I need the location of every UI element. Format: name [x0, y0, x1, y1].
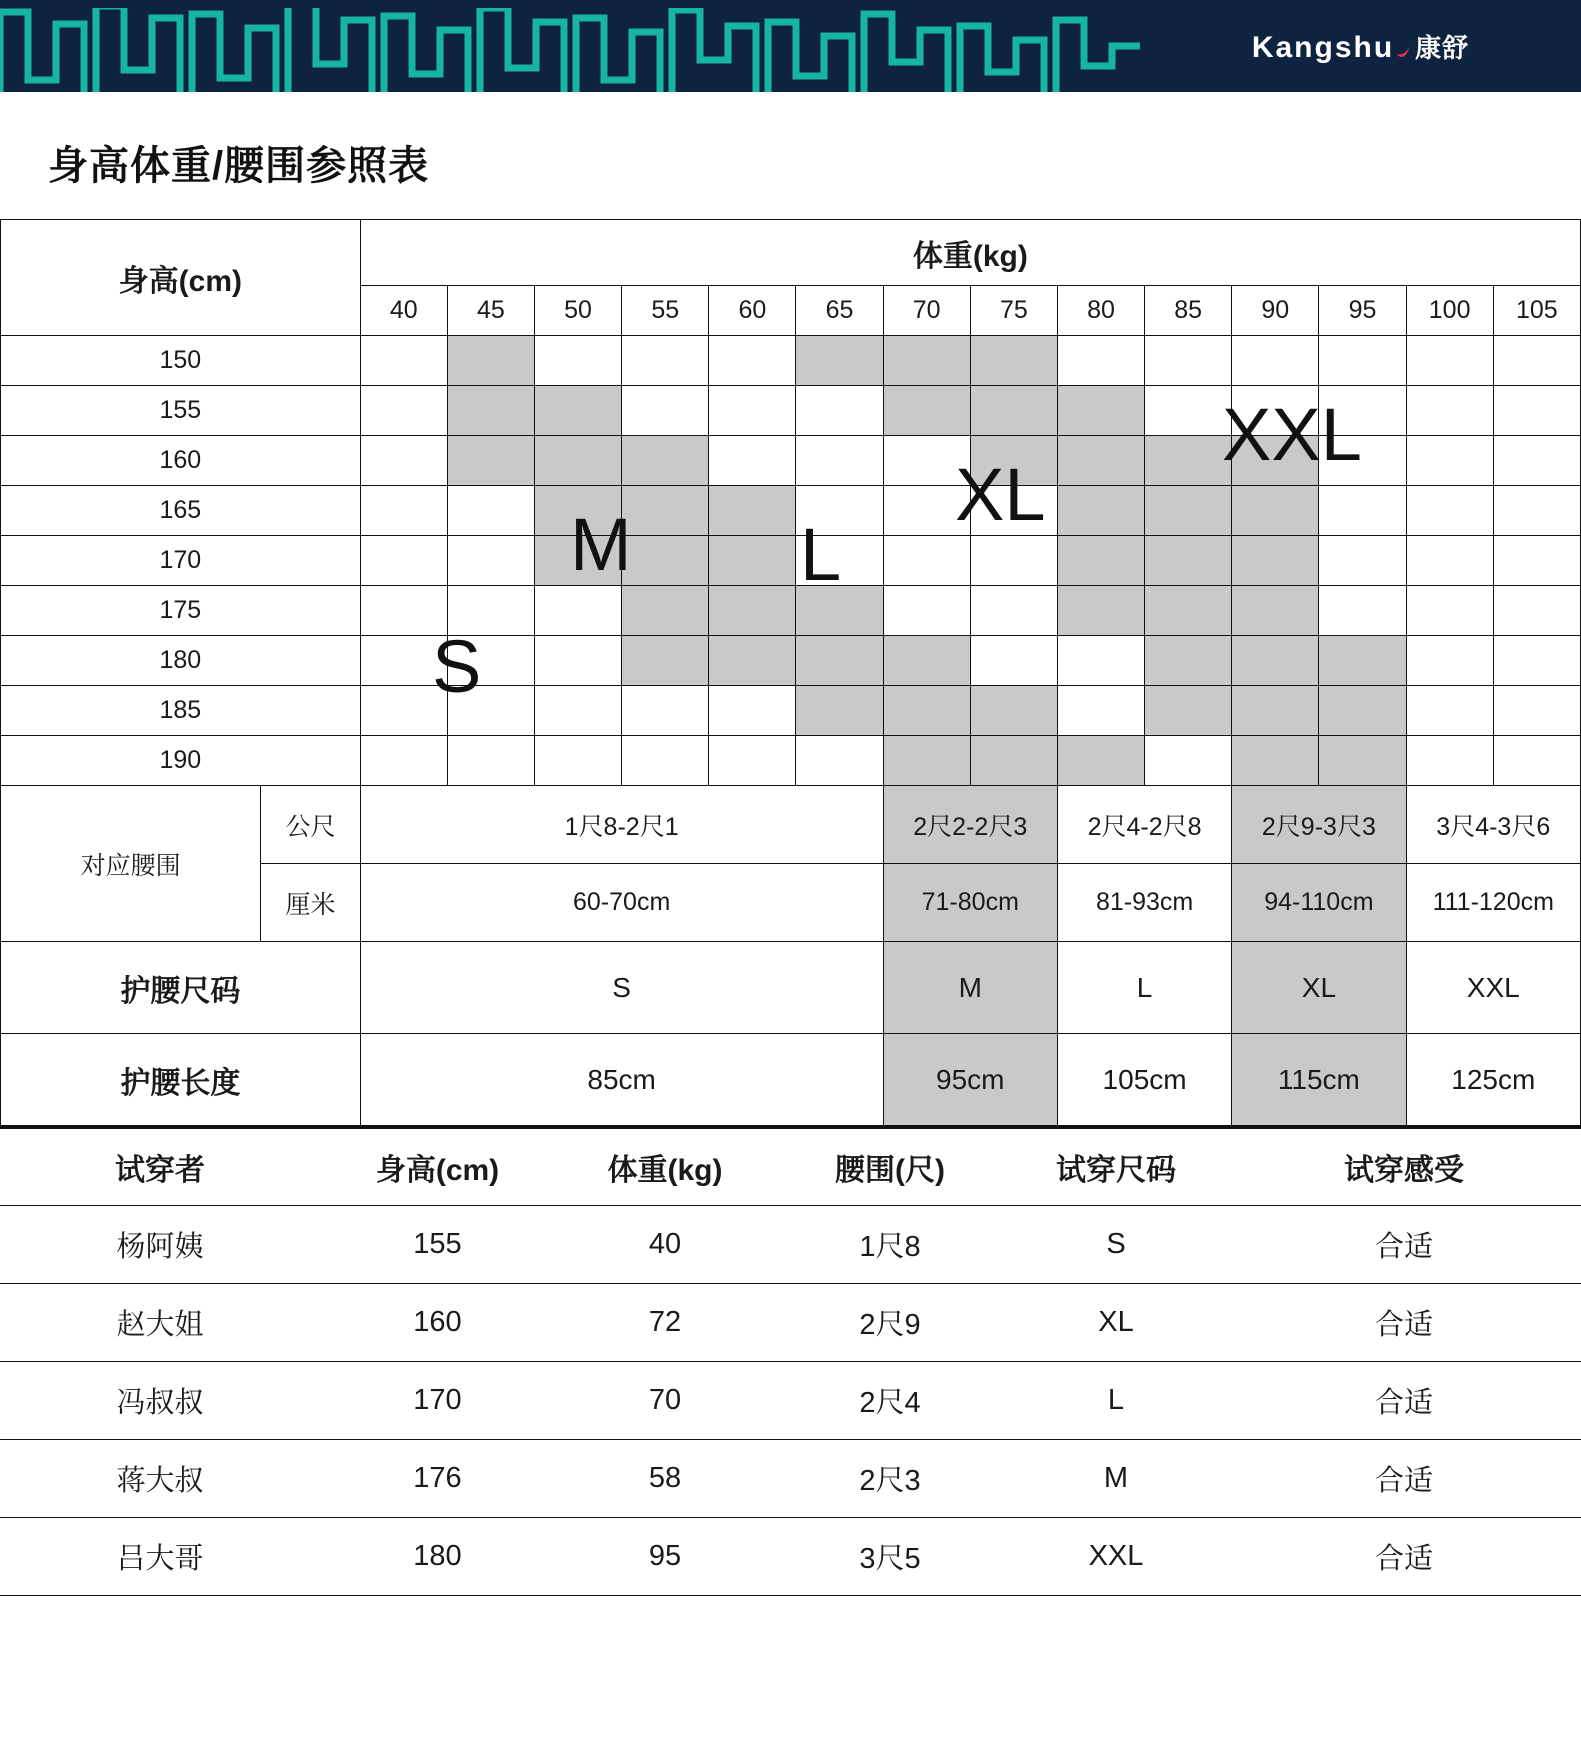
cell-185-105 — [1493, 686, 1580, 736]
cell-190-80 — [1057, 736, 1144, 786]
cell-155-70 — [883, 386, 970, 436]
cell-185-60 — [709, 686, 796, 736]
cell-185-50 — [534, 686, 621, 736]
table-row — [1, 536, 1581, 586]
waist-chi-row — [1, 786, 1581, 864]
tester-size: S — [1005, 1206, 1227, 1284]
cell-150-80 — [1057, 336, 1144, 386]
tester-feel: 合适 — [1227, 1206, 1581, 1284]
cell-185-65 — [796, 686, 883, 736]
cell-155-80 — [1057, 386, 1144, 436]
logo-swoosh-icon — [1396, 33, 1410, 47]
cell-185-75 — [970, 686, 1057, 736]
col-header-feel: 试穿感受 — [1227, 1128, 1581, 1206]
cell-170-100 — [1406, 536, 1493, 586]
cell-185-85 — [1145, 686, 1232, 736]
cell-190-100 — [1406, 736, 1493, 786]
cell-165-50 — [534, 486, 621, 536]
cell-150-40 — [360, 336, 447, 386]
tester-weight: 72 — [555, 1284, 775, 1362]
col-header-size: 试穿尺码 — [1005, 1128, 1227, 1206]
tester-waist: 2尺4 — [775, 1362, 1005, 1440]
tester-size: M — [1005, 1440, 1227, 1518]
cell-155-65 — [796, 386, 883, 436]
cell-160-85 — [1145, 436, 1232, 486]
cell-190-90 — [1232, 736, 1319, 786]
table-row — [1, 586, 1581, 636]
cell-180-105 — [1493, 636, 1580, 686]
cell-160-45 — [447, 436, 534, 486]
waist-cm-l: 81-93cm — [1057, 864, 1231, 942]
cell-160-80 — [1057, 436, 1144, 486]
banner-pattern — [0, 0, 1140, 92]
cell-160-65 — [796, 436, 883, 486]
cell-150-90 — [1232, 336, 1319, 386]
cell-170-40 — [360, 536, 447, 586]
cell-150-65 — [796, 336, 883, 386]
cell-160-70 — [883, 436, 970, 486]
cell-160-90 — [1232, 436, 1319, 486]
cell-165-60 — [709, 486, 796, 536]
cell-190-65 — [796, 736, 883, 786]
weight-col-50: 50 — [534, 286, 621, 336]
cell-150-55 — [622, 336, 709, 386]
cell-150-75 — [970, 336, 1057, 386]
cell-175-90 — [1232, 586, 1319, 636]
cell-180-95 — [1319, 636, 1406, 686]
col-header-waist: 腰围(尺) — [775, 1128, 1005, 1206]
cell-155-95 — [1319, 386, 1406, 436]
tester-height: 155 — [320, 1206, 555, 1284]
cell-170-50 — [534, 536, 621, 586]
cell-150-100 — [1406, 336, 1493, 386]
tester-height: 160 — [320, 1284, 555, 1362]
height-row-165: 165 — [1, 486, 361, 536]
belt-length-label: 护腰长度 — [1, 1034, 361, 1126]
belt-size-xxl: XXL — [1406, 942, 1580, 1034]
weight-col-40: 40 — [360, 286, 447, 336]
belt-length-row — [1, 1034, 1581, 1126]
size-letter-m: M — [570, 503, 632, 586]
cell-155-105 — [1493, 386, 1580, 436]
cell-170-70 — [883, 536, 970, 586]
tester-feel: 合适 — [1227, 1518, 1581, 1596]
belt-length-l: 105cm — [1057, 1034, 1231, 1126]
cell-190-105 — [1493, 736, 1580, 786]
cell-180-50 — [534, 636, 621, 686]
tester-size: L — [1005, 1362, 1227, 1440]
table-row — [1, 336, 1581, 386]
tester-name: 赵大姐 — [0, 1284, 320, 1362]
belt-length-xxl: 125cm — [1406, 1034, 1580, 1126]
size-letter-l: L — [800, 513, 842, 596]
height-header: 身高(cm) — [1, 220, 361, 336]
cell-160-95 — [1319, 436, 1406, 486]
cell-185-40 — [360, 686, 447, 736]
brand-logo — [1140, 0, 1581, 92]
tester-name: 杨阿姨 — [0, 1206, 320, 1284]
cell-185-70 — [883, 686, 970, 736]
logo-text-main: Kangshu — [1251, 30, 1395, 64]
tester-weight: 58 — [555, 1440, 775, 1518]
cell-190-95 — [1319, 736, 1406, 786]
cell-190-55 — [622, 736, 709, 786]
height-row-190: 190 — [1, 736, 361, 786]
cell-175-100 — [1406, 586, 1493, 636]
waist-row-label: 对应腰围 — [1, 786, 261, 942]
cell-155-90 — [1232, 386, 1319, 436]
cell-175-75 — [970, 586, 1057, 636]
weight-col-105: 105 — [1493, 286, 1580, 336]
cell-170-45 — [447, 536, 534, 586]
cell-150-50 — [534, 336, 621, 386]
cell-165-70 — [883, 486, 970, 536]
waist-cm-xl: 94-110cm — [1232, 864, 1406, 942]
cell-175-45 — [447, 586, 534, 636]
cell-185-45 — [447, 686, 534, 736]
cell-185-80 — [1057, 686, 1144, 736]
cell-190-75 — [970, 736, 1057, 786]
cell-185-55 — [622, 686, 709, 736]
tester-header-row — [0, 1128, 1581, 1206]
cell-170-60 — [709, 536, 796, 586]
cell-160-75 — [970, 436, 1057, 486]
table-row — [0, 1518, 1581, 1596]
tester-height: 170 — [320, 1362, 555, 1440]
top-banner — [0, 0, 1581, 92]
col-header-weight: 体重(kg) — [555, 1128, 775, 1206]
cell-190-85 — [1145, 736, 1232, 786]
waist-chi-xxl: 3尺4-3尺6 — [1406, 786, 1580, 864]
cell-185-95 — [1319, 686, 1406, 736]
cell-175-105 — [1493, 586, 1580, 636]
weight-col-65: 65 — [796, 286, 883, 336]
cell-180-100 — [1406, 636, 1493, 686]
tester-name: 蒋大叔 — [0, 1440, 320, 1518]
tester-size: XL — [1005, 1284, 1227, 1362]
cell-180-60 — [709, 636, 796, 686]
waist-chi-xl: 2尺9-3尺3 — [1232, 786, 1406, 864]
cell-150-85 — [1145, 336, 1232, 386]
cell-175-60 — [709, 586, 796, 636]
cell-175-65 — [796, 586, 883, 636]
cell-180-75 — [970, 636, 1057, 686]
weight-col-95: 95 — [1319, 286, 1406, 336]
cell-180-40 — [360, 636, 447, 686]
cell-150-45 — [447, 336, 534, 386]
cell-175-40 — [360, 586, 447, 636]
cell-190-70 — [883, 736, 970, 786]
tester-weight: 95 — [555, 1518, 775, 1596]
cell-170-105 — [1493, 536, 1580, 586]
cell-165-45 — [447, 486, 534, 536]
cell-160-105 — [1493, 436, 1580, 486]
cell-160-55 — [622, 436, 709, 486]
waist-unit-chi: 公尺 — [261, 786, 360, 864]
tester-name: 吕大哥 — [0, 1518, 320, 1596]
cell-165-80 — [1057, 486, 1144, 536]
cell-175-55 — [622, 586, 709, 636]
size-letter-xxl: XXL — [1222, 393, 1362, 476]
belt-size-xl: XL — [1232, 942, 1406, 1034]
belt-size-l: L — [1057, 942, 1231, 1034]
cell-180-55 — [622, 636, 709, 686]
cell-160-100 — [1406, 436, 1493, 486]
weight-col-100: 100 — [1406, 286, 1493, 336]
cell-165-40 — [360, 486, 447, 536]
logo-text-cn: 康舒 — [1415, 32, 1470, 63]
cell-175-80 — [1057, 586, 1144, 636]
cell-160-40 — [360, 436, 447, 486]
weight-col-45: 45 — [447, 286, 534, 336]
cell-155-50 — [534, 386, 621, 436]
cell-175-85 — [1145, 586, 1232, 636]
tester-weight: 70 — [555, 1362, 775, 1440]
height-row-160: 160 — [1, 436, 361, 486]
table-row — [1, 686, 1581, 736]
belt-size-s: S — [360, 942, 883, 1034]
height-row-175: 175 — [1, 586, 361, 636]
table-row — [0, 1362, 1581, 1440]
cell-160-50 — [534, 436, 621, 486]
size-letter-xl: XL — [955, 453, 1046, 536]
tester-waist: 3尺5 — [775, 1518, 1005, 1596]
waist-chi-m: 2尺2-2尺3 — [883, 786, 1057, 864]
tester-table — [0, 1126, 1581, 1596]
tester-height: 180 — [320, 1518, 555, 1596]
cell-155-45 — [447, 386, 534, 436]
tester-size: XXL — [1005, 1518, 1227, 1596]
cell-185-90 — [1232, 686, 1319, 736]
cell-155-75 — [970, 386, 1057, 436]
table-row — [1, 386, 1581, 436]
belt-size-m: M — [883, 942, 1057, 1034]
belt-size-label: 护腰尺码 — [1, 942, 361, 1034]
belt-length-xl: 115cm — [1232, 1034, 1406, 1126]
cell-165-105 — [1493, 486, 1580, 536]
height-row-170: 170 — [1, 536, 361, 586]
cell-155-55 — [622, 386, 709, 436]
size-letter-s: S — [432, 625, 482, 708]
cell-180-90 — [1232, 636, 1319, 686]
table-row — [0, 1206, 1581, 1284]
cell-175-50 — [534, 586, 621, 636]
size-chart-table — [0, 219, 1581, 1126]
cell-150-60 — [709, 336, 796, 386]
cell-165-100 — [1406, 486, 1493, 536]
col-header-height: 身高(cm) — [320, 1128, 555, 1206]
cell-150-70 — [883, 336, 970, 386]
waist-chi-s: 1尺8-2尺1 — [360, 786, 883, 864]
weight-col-80: 80 — [1057, 286, 1144, 336]
cell-170-95 — [1319, 536, 1406, 586]
cell-180-70 — [883, 636, 970, 686]
cell-190-40 — [360, 736, 447, 786]
tester-weight: 40 — [555, 1206, 775, 1284]
cell-165-65 — [796, 486, 883, 536]
tester-waist: 2尺9 — [775, 1284, 1005, 1362]
cell-150-95 — [1319, 336, 1406, 386]
cell-165-95 — [1319, 486, 1406, 536]
belt-length-m: 95cm — [883, 1034, 1057, 1126]
cell-170-85 — [1145, 536, 1232, 586]
weight-col-90: 90 — [1232, 286, 1319, 336]
cell-170-65 — [796, 536, 883, 586]
table-row — [0, 1284, 1581, 1362]
table-row — [1, 436, 1581, 486]
table-row — [1, 736, 1581, 786]
tester-feel: 合适 — [1227, 1362, 1581, 1440]
cell-170-55 — [622, 536, 709, 586]
cell-160-60 — [709, 436, 796, 486]
cell-150-105 — [1493, 336, 1580, 386]
tester-waist: 1尺8 — [775, 1206, 1005, 1284]
cell-175-70 — [883, 586, 970, 636]
weight-col-70: 70 — [883, 286, 970, 336]
cell-155-40 — [360, 386, 447, 436]
tester-height: 176 — [320, 1440, 555, 1518]
cell-190-60 — [709, 736, 796, 786]
table-row — [1, 636, 1581, 686]
height-row-150: 150 — [1, 336, 361, 386]
height-row-180: 180 — [1, 636, 361, 686]
height-row-185: 185 — [1, 686, 361, 736]
cell-170-80 — [1057, 536, 1144, 586]
cell-165-75 — [970, 486, 1057, 536]
cell-180-85 — [1145, 636, 1232, 686]
cell-165-85 — [1145, 486, 1232, 536]
cell-165-55 — [622, 486, 709, 536]
height-row-155: 155 — [1, 386, 361, 436]
cell-170-75 — [970, 536, 1057, 586]
weight-col-55: 55 — [622, 286, 709, 336]
cell-180-45 — [447, 636, 534, 686]
tester-feel: 合适 — [1227, 1440, 1581, 1518]
belt-length-s: 85cm — [360, 1034, 883, 1126]
tester-feel: 合适 — [1227, 1284, 1581, 1362]
page-title: 身高体重/腰围参照表 — [48, 144, 430, 188]
belt-size-row — [1, 942, 1581, 1034]
waist-unit-cm: 厘米 — [261, 864, 360, 942]
cell-155-100 — [1406, 386, 1493, 436]
cell-180-80 — [1057, 636, 1144, 686]
cell-185-100 — [1406, 686, 1493, 736]
waist-cm-xxl: 111-120cm — [1406, 864, 1580, 942]
cell-190-45 — [447, 736, 534, 786]
tester-name: 冯叔叔 — [0, 1362, 320, 1440]
cell-165-90 — [1232, 486, 1319, 536]
col-header-tester: 试穿者 — [0, 1128, 320, 1206]
weight-col-85: 85 — [1145, 286, 1232, 336]
table-row — [0, 1440, 1581, 1518]
cell-155-60 — [709, 386, 796, 436]
cell-155-85 — [1145, 386, 1232, 436]
cell-180-65 — [796, 636, 883, 686]
weight-col-60: 60 — [709, 286, 796, 336]
waist-cm-m: 71-80cm — [883, 864, 1057, 942]
weight-header: 体重(kg) — [360, 220, 1580, 286]
waist-chi-l: 2尺4-2尺8 — [1057, 786, 1231, 864]
tester-waist: 2尺3 — [775, 1440, 1005, 1518]
table-row — [1, 486, 1581, 536]
cell-190-50 — [534, 736, 621, 786]
weight-col-75: 75 — [970, 286, 1057, 336]
waist-cm-s: 60-70cm — [360, 864, 883, 942]
cell-170-90 — [1232, 536, 1319, 586]
cell-175-95 — [1319, 586, 1406, 636]
